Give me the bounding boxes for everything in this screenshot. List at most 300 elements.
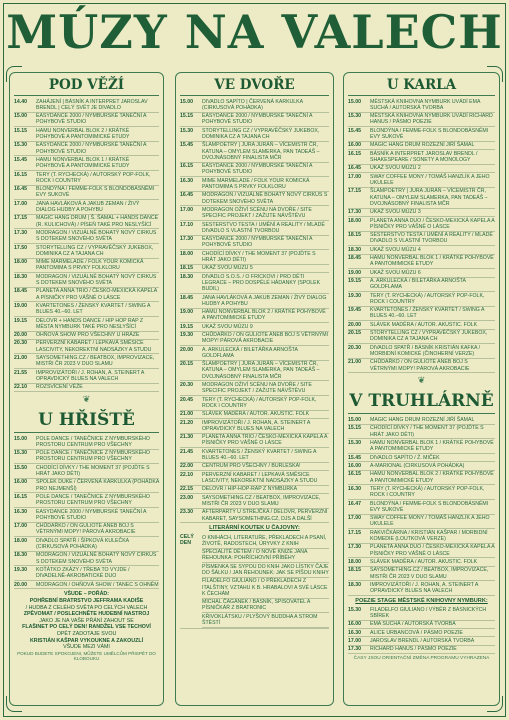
- schedule-row: [348, 637, 495, 645]
- schedule-row: [180, 113, 329, 128]
- time-label: 18.30: [14, 552, 27, 559]
- time-label: 19.00: [14, 302, 27, 309]
- event-description: SLÁVEK MADĚRA / AUTOR. AKUSTIC. FOLK: [202, 411, 310, 418]
- time-label: 18.45: [348, 255, 361, 262]
- event-description: EASYDANCE 2000 / NYMBURSKÉ TANEČNÍ A POHYBOVÉ STUDIO: [202, 236, 313, 249]
- event-description: PLANETA ANNA DUO / ČESKO-MEXICKÁ KAPELA A PÍSNIČKY PRO VÁŠNĚ O LÁSCE: [370, 544, 495, 557]
- time-label: 17.00: [348, 515, 361, 522]
- time-label: 18.45: [14, 288, 27, 295]
- event-description: UKAŽ SVOU MÚZU 5: [202, 265, 253, 272]
- event-description: DIVADLO S.O.S. / O FRICKOVI / PRO DĚTI LEGRACE – PRO DOSPĚLÉ HÁDANKY (SPOLEK BUDIL): [202, 273, 321, 293]
- schedule-row: [180, 236, 329, 251]
- time-label: 18.30: [180, 273, 193, 280]
- time-label: 17.00: [14, 200, 27, 207]
- event-description: KVARTETONES / ŽENSKÝ KVARTET / SWING A BLUES 40.–60. LET: [370, 307, 485, 320]
- event-description: ZAHÁJENÍ | BÁSNÍK A INTERPRET JAROSLAV BRENDL | CELÝ SVĚT JE DIVADLO: [36, 98, 148, 111]
- schedule-row: [14, 464, 159, 479]
- schedule-row: [348, 485, 495, 500]
- time-label: 15.30: [14, 142, 27, 149]
- schedule-row: [348, 567, 495, 582]
- info-line: VŠUDE MEZI VÁMI: [63, 644, 110, 651]
- time-label: 23.30: [180, 509, 193, 516]
- time-label: 17.00: [348, 637, 361, 644]
- schedule-row: [348, 581, 495, 596]
- schedule-row: [180, 463, 329, 471]
- schedule-row: [348, 558, 495, 566]
- event-description: MĚSTSKÁ KNIHOVNA NYMBURK UVÁDÍ RICHARD HANUS / PÁSMO POEZIE: [370, 113, 493, 126]
- event-description: SAYSOMETHING.CZ / BEATBOX, IMPROVIZACE, MISTŘI ČR 2023 V DUO SLAMU: [36, 355, 155, 368]
- schedule-row: [348, 629, 495, 637]
- event-description: TERY (T. RYCHECKÁ) / AUTORSKÝ POP-FOLK, ROCK I COUNTRY: [370, 292, 485, 305]
- time-label: 23.00: [180, 494, 193, 501]
- event-description: BÁSNÍK A INTERPRET JAROSLAV BRENDL / SHAKESPEARE / SONETY A MONOLOGY: [370, 150, 478, 163]
- time-label: 15.50: [14, 464, 27, 471]
- schedule-row: [348, 307, 495, 322]
- info-line: POHŘEBNÍ BRATRSTVO JEFFRAMA KADIŠE: [29, 597, 144, 604]
- event-description: EASYDANCE 2000 / NYMBURSKÉ TANEČNÍ A POHYBOVÉ STUDIO: [202, 113, 313, 126]
- time-label: 15.30: [348, 113, 361, 120]
- time-label: 18.00: [348, 558, 361, 565]
- divider: [348, 95, 495, 96]
- time-label: 19.15: [180, 323, 193, 330]
- event-description: AFTERPARTY U STREJČKA / DELOVR, PERVERZNÍ KABARET, SAYSOMETHING.CZ, DJS A DALŠÍ: [202, 509, 328, 522]
- schedule-row: [14, 273, 159, 288]
- time-label: 16.45: [180, 192, 193, 199]
- schedule-row: [348, 127, 495, 142]
- time-label: 17.30: [348, 544, 361, 551]
- event-description: FILADELFO GIULIANO / VÝBĚR Z BÁSNICKÝCH SBÍREK: [370, 606, 487, 619]
- literary-item: KŘIVOKLÁTSKU / PLYŠOVÝ BUDDHA A STROM ŠTĚSTÍ: [202, 613, 329, 628]
- schedule-row: [180, 163, 329, 178]
- info-line: JAKO JE NA VAŠE PŘÁNÍ ZAHOUT SE: [39, 617, 134, 624]
- schedule-row: [14, 127, 159, 142]
- schedule-row: [180, 411, 329, 419]
- event-description: STORYTELLING CZ / VYPRAVĚČSKÝ JUKEBOX, DOMINIKA CZ A TAJANA CH: [202, 127, 320, 140]
- time-label: 19.15: [14, 317, 27, 324]
- event-description: SLÁVEK MADĚRA / AUTOR. AKUSTIC. FOLK: [370, 321, 478, 328]
- time-label: 18.00: [14, 537, 27, 544]
- time-label: 17.15: [14, 215, 27, 222]
- literary-item: MICHAL ČAGÁNEK / BÁSNÍK, SPISOVATEL A PÍSNIČKÁŘ Z BRATRONIC: [202, 599, 329, 614]
- section-heading-ve-dvore: VE DVOŘE: [214, 77, 295, 93]
- schedule-row: [348, 98, 495, 113]
- time-label: 18.30: [348, 581, 361, 588]
- time-label: 15.00: [348, 417, 361, 424]
- schedule-library-stage: [348, 606, 495, 654]
- time-label: 17.00: [348, 173, 361, 180]
- event-description: SAYSOMETHING.CZ / BEATBOX, IMPROVIZACE, MISTŘI ČR 2023 V DUO SLAMU: [202, 494, 321, 508]
- time-label: 15.00: [348, 98, 361, 105]
- schedule-row: [180, 192, 329, 207]
- divider: [180, 95, 329, 96]
- event-description: RICHARD HANUS / PÁSMO POEZIE: [370, 646, 457, 653]
- schedule-row: [180, 98, 329, 113]
- time-label: 22.10: [180, 471, 193, 478]
- divider: [14, 432, 159, 433]
- time-label: 18.00: [14, 259, 27, 266]
- time-label: 18.00: [348, 217, 361, 224]
- event-description: MODRAGON / VIZUÁLNĚ BOHATÝ NOVÝ CIRKUS S DOTEKEM SNOVÉHO SVĚTA: [202, 192, 328, 205]
- schedule-row: [348, 150, 495, 165]
- event-description: MAGIC HANG DRUM | Š. ŠAMAL + HANDS DANCE (R. KULICHOVÁ) / PÍSEŇ TAKÉ PRO NESLYŠÍCÍ: [36, 215, 159, 228]
- time-label: 15.30: [180, 127, 193, 134]
- column-left: [9, 72, 164, 706]
- time-label: 21.55: [14, 369, 27, 376]
- schedule-row: [14, 369, 159, 384]
- time-label: 15.30: [348, 606, 361, 613]
- event-description: A-MARIONAL (CIRKUSOVÁ POHÁDKA): [370, 463, 465, 470]
- time-label: 19.45: [348, 307, 361, 314]
- info-line: / HUDBA Z CELÉHO SVĚTA PO CELÝCH VALECH: [25, 604, 148, 611]
- info-heading: VŠUDE – POŘÁD:: [63, 591, 110, 598]
- event-description: EASYDANCE 2000 / NYMBURSKÉ TANEČNÍ A POHYBOVÉ STUDIO: [36, 113, 147, 126]
- event-description: MODRAGON / VIZUÁLNĚ BOHATÝ NOVÝ CIRKUS S DOTEKEM SNOVÉHO SVĚTA: [36, 552, 157, 565]
- time-label: 16.00: [348, 621, 361, 628]
- event-description: HAMU NONVERBAL BLOK 1 / KRÁTKÉ POHYBOVÉ A PANTOMIMICKÉ ETUDY: [370, 440, 494, 453]
- event-description: TERY (T. RYCHECKÁ) / AUTORSKÝ POP-FOLK, ROCK I COUNTRY: [202, 396, 317, 409]
- schedule-row: [14, 450, 159, 465]
- schedule-row: [348, 646, 495, 654]
- time-label: 17.15: [348, 188, 361, 195]
- time-label: 15.00: [180, 98, 193, 105]
- event-description: CHŮDAŘKO / ON GULIOTE ANEB BOJ S VĚTRNÝMI MOPY! PÁROVÁ AKROBACIE: [36, 523, 136, 536]
- time-label: 18.45: [180, 294, 193, 301]
- schedule-row: [348, 621, 495, 629]
- event-description: HAMU NONVERBAL BLOK 1 / KRÁTKÉ POHYBOVÉ A PANTOMIMICKÉ ETUDY: [370, 255, 494, 268]
- time-label: 15.00: [14, 435, 27, 442]
- time-label: 19.00: [180, 309, 193, 316]
- time-label: 21.20: [180, 419, 193, 426]
- event-description: DELOVR + HANDS DANCE / HIP HOP RAP Z MĚSTA NYMBURK TAKÉ PRO NESLYŠÍCÍ: [36, 317, 144, 330]
- event-description: MODRAGON / OHŇOVÁ SHOW / TANEC S OHNĚM: [36, 581, 159, 588]
- event-description: EASYDANCE 2000 / NYMBURSKÉ TANEČNÍ A POHYBOVÉ STUDIO: [36, 508, 147, 521]
- schedule-row: [348, 232, 495, 247]
- schedule-row: [14, 384, 159, 392]
- time-label: 19.30: [180, 332, 193, 339]
- schedule-row: [180, 448, 329, 463]
- time-label: 20.30: [14, 340, 27, 347]
- schedule-row: [348, 416, 495, 424]
- event-description: ŠLAMPOETRY | JURA JURÁŇ – VÍCEMISTR ČR, KATUNA – OMYLEM SLAMERKA, PAN TADEÁŠ – DVOJNÁSOBNÝ FINALISTA MČR: [202, 142, 320, 161]
- event-description: CHŮDAŘKO / ON GULIOTE ANEB BOJ S VĚTRNÝMI MOPY! PÁROVÁ AKROBACIE: [202, 332, 328, 345]
- time-label: 20.00: [348, 321, 361, 328]
- schedule-row: [180, 294, 329, 309]
- time-label: 15.30: [348, 440, 361, 447]
- time-label: 21.00: [348, 359, 361, 366]
- event-description: UKAŽ SVOU MÚZU 9: [202, 323, 253, 330]
- schedule-row: [14, 354, 159, 369]
- section-heading-v-truhlarne: V TRUHLÁRNĚ: [349, 391, 494, 412]
- schedule-row: [14, 435, 159, 450]
- schedule-row: [14, 317, 159, 332]
- event-description: POLE DANCE / TANEČNICE Z NYMBURSKÉHO PROSTORU CENTRUM PRO VŠECHNY: [36, 494, 150, 507]
- event-description: PLANETA ANNA TRIO / ČESKO-MEXICKÁ KAPELA A PÍSNIČKY PRO VÁŠNĚ O LÁSCE: [36, 288, 157, 301]
- event-description: MODRAGON OŽIVÍ SCÉNU NA DVOŘE / SITE SPECIFIC PROJEKT / ZAŽIJTE NÁVŠTĚVU: [202, 382, 312, 395]
- schedule-note: ČASY JSOU ORIENTAČNÍ ZMĚNA PROGRAMU VYHRAZENA: [353, 656, 490, 662]
- schedule-row: [180, 265, 329, 273]
- schedule-row: [348, 165, 495, 173]
- schedule-row: [14, 552, 159, 567]
- time-label: 15.45: [348, 127, 361, 134]
- event-description: CHODÍCÍ DÍVKY / THE MOMENT 37 (POJĎTE S HRÁT JAKO DĚTI): [36, 464, 150, 478]
- schedule-row: [14, 215, 159, 230]
- schedule-row: [180, 509, 329, 524]
- time-label: 17.15: [348, 529, 361, 536]
- time-label: 17.10: [180, 221, 193, 228]
- schedule-row: [14, 259, 159, 274]
- schedule-row: [348, 471, 495, 486]
- event-description: IMPROVIZÁTOŘI / J. ROHAN, A. STEINERT A OPRAVDICKÝ BLUES NA VALECH: [36, 369, 145, 382]
- schedule-row: [348, 209, 495, 217]
- event-description: IMPROVIZÁTOŘI / J. ROHAN, A. STEINERT A OPRAVDICKÝ BLUES NA VALECH: [370, 581, 479, 595]
- event-description: SLÁVEK MADĚRA / AUTOR. AKUSTIC. FOLK: [370, 558, 478, 565]
- schedule-row: [348, 439, 495, 454]
- time-label: 21.30: [180, 434, 193, 441]
- column-middle: [175, 72, 334, 706]
- event-description: HAMU NONVERBAL BLOK 1 / KRÁTKÉ POHYBOVÉ A PANTOMIMICKÉ ETUDY: [36, 156, 130, 170]
- time-label: 20.30: [348, 344, 361, 351]
- schedule-row: [14, 508, 159, 523]
- section-heading-u-hriste: U HŘIŠTĚ: [38, 410, 135, 431]
- schedule-u-karla: [348, 98, 495, 373]
- schedule-row: [14, 98, 159, 113]
- literary-corner-label: CELÝ DEN: [180, 534, 194, 547]
- event-description: MODRAGON OŽIVÍ SCÉNU NA DVOŘE / SITE SPECIFIC PROJEKT / ZAŽIJTE NÁVŠTĚVU: [202, 206, 312, 220]
- time-label: 19.30: [14, 567, 27, 573]
- time-label: 15.45: [14, 156, 27, 163]
- time-label: 15.45: [180, 142, 193, 149]
- time-label: 16.00: [348, 463, 361, 470]
- schedule-row: [14, 493, 159, 508]
- literary-corner-heading: LITERÁRNÍ KOUTEK U ČAJOVNY:: [209, 525, 300, 532]
- schedule-row: [14, 113, 159, 128]
- schedule-row: [180, 206, 329, 221]
- event-description: DIVADLO SPATŘ / ŠÍPKOVÁ KULEČKA (CIRKUSOVÁ POHÁDKA): [36, 537, 129, 551]
- time-label: 16.30: [348, 486, 361, 492]
- schedule-row: [14, 156, 159, 171]
- time-label: 20.30: [180, 382, 193, 389]
- event-description: JAROSLAV BRENDL / AUTORSKÁ TVORBA: [370, 637, 475, 644]
- event-description: MODRAGON / VIZUÁLNĚ BOHATÝ NOVÝ CIRKUS S DOTEKEM SNOVÉHO SVĚTA: [36, 229, 157, 243]
- schedule-u-hriste: [14, 435, 159, 589]
- event-description: PLANETA ANNA TRIO / ČESKO-MEXICKÁ KAPELA A PÍSNIČKY PRO VÁŠNĚ O LÁSCE: [202, 434, 328, 447]
- time-label: 15.45: [348, 454, 361, 461]
- event-description: EMA SUCHÁ / AUTORSKÁ TVORBA: [370, 621, 456, 628]
- info-line: KRISTIÁN KAŠPAR VYKOUKNE A ZAKOUZLÍ: [29, 637, 144, 644]
- schedule-row: [348, 278, 495, 293]
- time-label: 20.00: [14, 581, 27, 588]
- event-description: CHODÍCÍ DÍVKY / THE MOMENT 37 (POJĎTE S HRÁT JAKO DĚTI): [202, 250, 316, 263]
- event-description: CHODÍCÍ DÍVKY / THE MOMENT 37 (POJĎTE S HRÁT JAKO DĚTI): [370, 425, 484, 438]
- schedule-row: [14, 302, 159, 317]
- event-description: BLONDÝNA / FEMME-FOLK S BLONDOBÁSNĚMI EVY SUKOVÉ: [370, 127, 489, 140]
- time-label: 18.00: [180, 250, 193, 257]
- event-description: JANA HAVLÁKOVÁ A JAKUB ZEMAN / ŽIVÝ DIALOG HUDBY A POHYBU: [36, 200, 140, 213]
- literary-item: O KNIHÁCH, LITERATUŘE, PŘEKLADECH A PSANÍ, ŽIVOTĚ, RADOSTECH, ÚRYVKY Z KNIH: [202, 534, 329, 549]
- time-label: 22.10: [14, 384, 27, 391]
- library-stage-heading: POEZIE STAGE MĚSTSKÉ KNIHOVNY NYMBURK:: [355, 597, 488, 604]
- time-label: 16.15: [348, 471, 361, 478]
- event-description: ROZSVÍCENÍ VĚŽE: [36, 384, 83, 391]
- event-description: SPOLEK DUKE / ČERVENÁ KARKULKA (POHÁDKA PRO NEJMENŠÍ): [36, 479, 160, 492]
- schedule-row: [180, 127, 329, 142]
- event-description: KVARTETONES / ŽENSKÝ KVARTET / SWING A BLUES 40.–60. LET: [202, 448, 317, 462]
- event-description: POLE DANCE / TANEČNICE Z NYMBURSKÉHO PROSTORU CENTRUM PRO VŠECHNY: [36, 450, 150, 463]
- time-label: 15.15: [180, 113, 193, 120]
- time-label: 17.50: [14, 244, 27, 251]
- event-description: ŠLAMPOETRY | JURA JURÁŇ – VÍCEMISTR ČR, KATUNA – OMYLEM SLAMERKA, PAN TADEÁŠ – DVOJNÁSOBNÝ FINALISTA MČR: [370, 188, 488, 207]
- time-label: 18.30: [14, 273, 27, 280]
- event-description: PERVERZNÍ KABARET / LEPKAVÁ SMĚSICE LASCIVITY, NEKOREKTNÍ NADSÁZKY A STUDU: [202, 471, 318, 485]
- schedule-row: [180, 177, 329, 192]
- schedule-row: [180, 434, 329, 449]
- schedule-row: [348, 292, 495, 307]
- schedule-row: [348, 330, 495, 345]
- schedule-row: [180, 142, 329, 163]
- schedule-row: [348, 515, 495, 530]
- time-label: 20.45: [180, 396, 193, 403]
- event-description: EASYDANCE 2000 / NYMBURSKÉ TANEČNÍ A POHYBOVÉ STUDIO: [36, 142, 147, 155]
- event-description: SESTERSTVO TESTA / UMĚNÍ A REALITY / MLADÉ DIVADLO S VLASTNÍ TVORBOU: [202, 221, 325, 234]
- time-label: 22.15: [180, 486, 193, 493]
- schedule-row: [14, 332, 159, 340]
- page-title: MÚZY NA VALECH: [6, 5, 503, 59]
- event-description: PLANETA ANNA DUO / ČESKO-MEXICKÁ KAPELA A PÍSNIČKY PRO VÁŠNĚ O LÁSCE: [370, 217, 495, 230]
- schedule-row: [14, 244, 159, 259]
- event-description: JANA HAVLÁKOVÁ A JAKUB ZEMAN / ŽIVÝ DIALOG HUDBY A POHYBU: [202, 294, 327, 307]
- time-label: 17.30: [348, 209, 361, 216]
- schedule-row: [348, 544, 495, 559]
- event-description: RAKVIČKÁRNA / KRISTIÁN KAŠPAR / MORBIDNÍ KOMEDIE (LOUTKOVÁ VERZE): [370, 529, 488, 542]
- info-line: ZPĚVOMAT / POSLECHNĚTE HUDEBNÍ NASTROJ: [23, 611, 150, 618]
- time-label: 15.15: [348, 425, 361, 432]
- event-description: KOŤÁTKO ZKÁZY / TŘEBA TO VYJDE / DIVADELNĚ-AKROBATICKÉ DUO: [36, 567, 130, 580]
- time-label: 17.00: [180, 206, 193, 213]
- info-lines: [16, 598, 157, 651]
- time-label: 22.00: [180, 463, 193, 470]
- literary-corner: [180, 533, 329, 629]
- event-description: STORYTELLING CZ / VYPRAVĚČSKÝ JUKEBOX, DOMINIKA CZ A TAJANA CH: [370, 330, 488, 343]
- schedule-row: [348, 142, 495, 150]
- event-description: DIVADLO SAPÍTO | ČERVENÁ KARKULKA (CIRKUSOVÁ POHÁDKA): [202, 98, 303, 111]
- info-note: POKUD BUDETE SPOKOJENI, MŮŽETE UMĚLCŮM PŘISPĚT DO KLOBOUKU: [17, 650, 156, 662]
- schedule-pod-vezi: [14, 98, 159, 392]
- schedule-row: [180, 323, 329, 331]
- schedule-row: [348, 246, 495, 254]
- event-description: PERVERZNÍ KABARET / LEPKAVÁ SMĚSICE LASCIVITY, NEKOREKTNÍ NADSÁZKY A STUDU: [36, 340, 152, 353]
- schedule-row: [14, 229, 159, 244]
- schedule-row: [348, 454, 495, 462]
- column-right: [343, 72, 500, 706]
- event-description: MIME MARMELADE / FOLK YOUR KOMICKÁ PANTOMIMA S PRVKY FOLKLORU: [36, 259, 144, 272]
- time-label: 17.30: [180, 236, 193, 243]
- time-label: 17.30: [14, 229, 27, 236]
- schedule-row: [14, 537, 159, 552]
- info-box: [14, 589, 159, 664]
- time-label: 21.00: [14, 355, 27, 362]
- event-description: HAMU NONVERBAL BLOK 2 / KRÁTKÉ POHYBOVÉ A PANTOMIMICKÉ ETUDY: [202, 309, 326, 322]
- schedule-row: [348, 425, 495, 440]
- info-line: OPĚT ZADOTAJE SVOU: [56, 630, 117, 637]
- event-description: IMPROVIZÁTOŘI / J. ROHAN, A. STEINERT A OPRAVDICKÝ BLUES NA VALECH: [202, 419, 311, 432]
- event-description: SAYSOMETHING.CZ / BEATBOX, IMPROVIZACE, MISTŘI ČR 2023 V DUO SLAMU: [370, 567, 489, 580]
- schedule-row: [180, 494, 329, 509]
- event-description: MIME MARMELADE / FOLK YOUR KOMICKÁ PANTOMIMA S PRVKY FOLKLORU: [202, 177, 310, 190]
- time-label: 16.00: [14, 479, 27, 486]
- event-description: UKAŽ SVOU MÚZU 3: [370, 209, 421, 216]
- ornament-icon: ❦: [417, 375, 426, 386]
- event-description: A. ARKULECKÁ / BILETÁŘKA ARNOŠTA GOLDFLAMA: [202, 346, 298, 359]
- time-label: 17.30: [348, 646, 361, 653]
- event-description: TERY (T. RYCHECKÁ) / AUTORSKÝ POP-FOLK, ROCK I COUNTRY: [370, 486, 485, 499]
- event-description: OHŇOVÁ SHOW PRO VŠECHNY U HRÁZE: [36, 332, 140, 339]
- time-label: 16.15: [14, 171, 27, 178]
- schedule-row: [348, 188, 495, 209]
- schedule-row: [180, 309, 329, 324]
- event-description: MAGIC HANG DRUM ROZEZNÍ JIŘÍ ŠAMAL: [370, 142, 475, 149]
- time-label: 18.30: [348, 246, 361, 253]
- schedule-row: [180, 419, 329, 434]
- info-line: FLAŠINET PO CELÝ DEN! RANDŽEL VSE TECHOVÍ: [22, 624, 151, 631]
- time-label: 16.15: [348, 150, 361, 157]
- time-label: 20.15: [348, 330, 361, 337]
- time-label: 21.00: [180, 411, 193, 418]
- time-label: 15.15: [14, 127, 27, 134]
- time-label: 15.00: [14, 113, 27, 120]
- time-label: 19.00: [348, 269, 361, 276]
- schedule-row: [14, 288, 159, 303]
- section-heading-u-karla: U KARLA: [386, 77, 457, 93]
- event-description: ŠLAMPOETRY | JURA JURÁŇ – VÍCEMISTR ČR, KATUNA – OMYLEM SLAMERKA, PAN TADEÁŠ – DVOJNÁSOBNÝ FINALISTA MČR: [202, 361, 320, 380]
- time-label: 20.00: [14, 332, 27, 339]
- time-label: 20.15: [180, 361, 193, 368]
- literary-corner-items: [202, 534, 329, 628]
- event-description: CENTRUM PRO VŠECHNY / BURLESKA!: [202, 463, 301, 470]
- event-description: HAMU NONVERBAL BLOK 2 / KRÁTKÉ POHYBOVÉ A PANTOMIMICKÉ ETUDY: [36, 127, 130, 140]
- event-description: CHŮDAŘKO / ON GULIOTE ANEB BOJ S VĚTRNÝMI MOPY! PÁROVÁ AKROBACIE: [370, 359, 470, 372]
- schedule-row: [14, 566, 159, 581]
- schedule-row: [180, 381, 329, 396]
- literary-item: FILADELFO GIULIANO / O PŘEKLADECH Z ITALŠTINY, VZTAHU K B. HRABALOVI A SVÉ LÁSCE K ČECHÁM: [202, 578, 328, 597]
- schedule-row: [180, 346, 329, 361]
- event-description: SWAY COFFEE MONY / TOMÁŠ HANZLÍK A JEHO UKULELE: [370, 173, 490, 186]
- schedule-row: [348, 500, 495, 515]
- event-description: DELOVR / HIP-HOP-RAP Z NYMBURKA: [202, 486, 298, 493]
- schedule-row: [14, 142, 159, 157]
- schedule-row: [180, 396, 329, 411]
- event-description: MAGIC HANG DRUM ROZEZNÍ JIŘÍ ŠAMAL: [370, 417, 475, 424]
- schedule-row: [14, 581, 159, 589]
- event-description: MODRAGON / VIZUÁLNĚ BOHATÝ NOVÝ CIRKUS S DOTEKEM SNOVÉHO SVĚTA: [36, 273, 157, 286]
- event-description: UKAŽ SVOU MÚZU 2: [370, 165, 421, 172]
- schedule-v-truhlarne: [348, 416, 495, 596]
- time-label: 16.45: [14, 186, 27, 193]
- schedule-row: [180, 273, 329, 294]
- schedule-row: [348, 173, 495, 188]
- schedule-row: [180, 221, 329, 236]
- time-label: 21.45: [180, 448, 193, 455]
- time-label: 18.15: [348, 232, 361, 239]
- event-description: POLE DANCE / TANEČNICE Z NYMBURSKÉHO PROSTORU CENTRUM PRO VŠECHNY: [36, 435, 150, 448]
- schedule-row: [348, 462, 495, 470]
- time-label: 19.30: [348, 292, 361, 299]
- time-label: 16.30: [348, 629, 361, 636]
- schedule-row: [180, 361, 329, 382]
- divider: [348, 413, 495, 414]
- time-label: 15.30: [14, 450, 27, 457]
- time-label: 18.15: [348, 567, 361, 574]
- time-label: 16.30: [180, 177, 193, 184]
